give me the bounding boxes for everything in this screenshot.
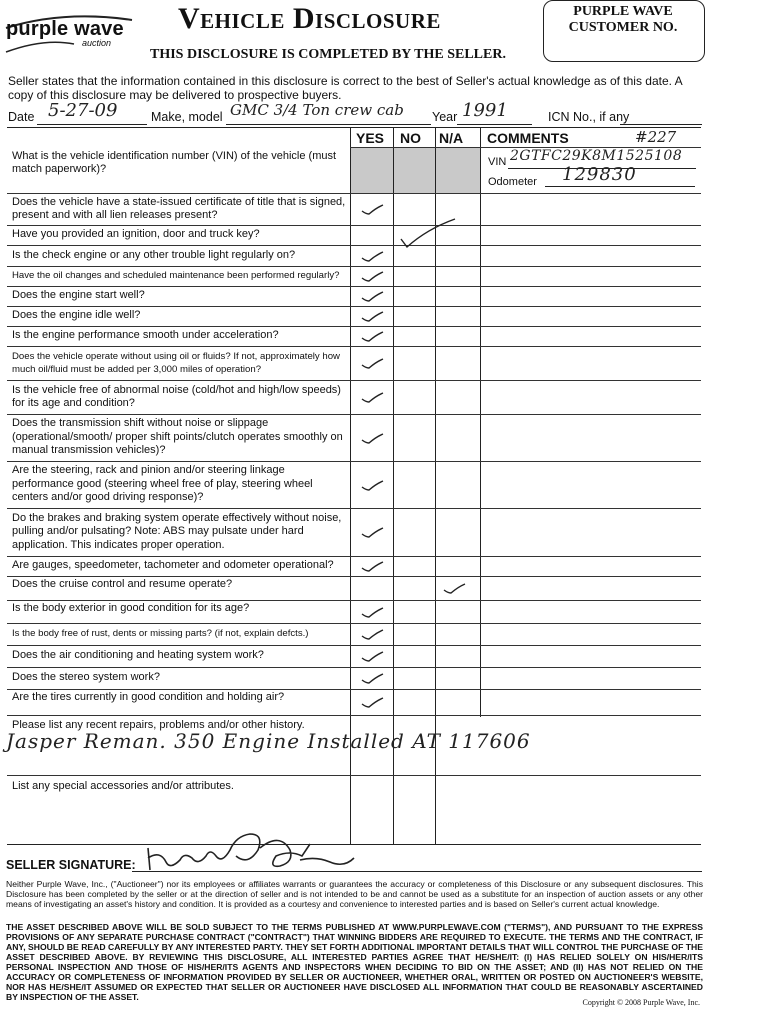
question-row bbox=[7, 286, 701, 307]
make-value[interactable]: GMC 3/4 Ton crew cab bbox=[230, 101, 404, 119]
question-text: Are the tires currently in good condition and holding air? bbox=[12, 691, 285, 703]
question-text: Does the engine idle well? bbox=[12, 309, 141, 322]
customer-box-line2: CUSTOMER NO. bbox=[568, 20, 678, 35]
question-row bbox=[7, 414, 701, 462]
logo-text: purple wave bbox=[6, 18, 124, 40]
answer-checkmark-icon[interactable] bbox=[360, 431, 384, 445]
answer-checkmark-icon[interactable] bbox=[360, 478, 384, 492]
question-text: Is the engine performance smooth under acceleration? bbox=[12, 329, 279, 342]
answer-checkmark-icon[interactable] bbox=[360, 356, 384, 370]
signature-label: SELLER SIGNATURE: bbox=[6, 858, 136, 872]
question-text: Does the vehicle operate without using oil or fluids? If not, approximately how much oil/fluid must be added per 3,000 miles of operation? bbox=[12, 350, 340, 375]
question-text: Are gauges, speedometer, tachometer and odometer operational? bbox=[12, 559, 334, 572]
question-text: Do the brakes and braking system operate effectively without noise, pulling and/or pulsating? Note: ABS may pulsate under hard application. This indicates proper operation. bbox=[12, 511, 342, 551]
question-text: Have the oil changes and scheduled maintenance been performed regularly? bbox=[12, 270, 340, 282]
answer-checkmark-icon[interactable] bbox=[360, 605, 384, 619]
question-text: Are the steering, rack and pinion and/or steering linkage performance good (steering wheel free of play, steering wheel centers and/or good driving response)? bbox=[12, 464, 313, 504]
date-label: Date bbox=[8, 110, 35, 124]
page-title: Vehicle Disclosure bbox=[178, 2, 441, 35]
icn-label: ICN No., if any bbox=[548, 110, 630, 124]
subtitle: THIS DISCLOSURE IS COMPLETED BY THE SELLER. bbox=[150, 47, 506, 62]
col-header-comments: COMMENTS bbox=[487, 130, 569, 146]
question-row bbox=[7, 225, 701, 246]
question-text: What is the vehicle identification number (VIN) of the vehicle (must match paperwork)? bbox=[12, 149, 337, 176]
date-value[interactable]: 5-27-09 bbox=[48, 100, 118, 121]
answer-checkmark-icon[interactable] bbox=[360, 289, 384, 303]
disclaimer-auctioneer: Neither Purple Wave, Inc., ("Auctioneer") nor its employees or affiliates warrants or guarantees the accuracy or completeness of this Disclosure or any subsequent disclosures. This Disclosure has been completed by the seller or at the direction of seller and is not intended to be and cannot be used as a substitute for an inspection of auction assets or any other means of investigating an asset's history and condition. It is provided as a courtesy and convenience to interested parties and is based on Seller's current actual knowledge. bbox=[6, 879, 703, 909]
question-row bbox=[7, 326, 701, 347]
question-row bbox=[7, 380, 701, 415]
make-label: Make, model bbox=[151, 110, 223, 124]
question-text: Does the engine start well? bbox=[12, 289, 145, 302]
question-text: Does the stereo system work? bbox=[12, 671, 160, 684]
answer-checkmark-icon[interactable] bbox=[360, 649, 384, 663]
answer-checkmark-icon[interactable] bbox=[360, 671, 384, 685]
answer-checkmark-icon[interactable] bbox=[360, 525, 384, 539]
question-row bbox=[7, 193, 701, 226]
answer-checkmark-icon[interactable] bbox=[360, 269, 384, 283]
repairs-label: Please list any recent repairs, problems and/or other history. bbox=[12, 719, 305, 731]
answer-checkmark-icon[interactable] bbox=[360, 390, 384, 404]
answer-checkmark-icon[interactable] bbox=[360, 202, 384, 216]
question-text: Is the body exterior in good condition for its age? bbox=[12, 602, 250, 614]
answer-checkmark-icon[interactable] bbox=[360, 627, 384, 641]
seller-statement: Seller states that the information contained in this disclosure is correct to the best of Seller's actual knowledge as of this date. A copy of this disclosure may be delivered to prospective buyers. bbox=[8, 74, 682, 102]
odometer-value[interactable]: 129830 bbox=[562, 164, 637, 185]
answer-checkmark-icon[interactable] bbox=[360, 249, 384, 263]
disclaimer-terms: THE ASSET DESCRIBED ABOVE WILL BE SOLD SUBJECT TO THE TERMS PUBLISHED AT WWW.PURPLEWAVE.COM ("TERMS"), AND PURSUANT TO THE EXPRESS PROVISIONS OF ANY SEPARATE PURCHASE CONTRACT ("CONTRACT") THAT WINNING BIDDERS ARE REQUIRED TO EXECUTE. THE TERMS AND THE CONTRACT, IF ANY, SHOULD BE READ CAREFULLY BY ANY INTERESTED PARTY. THEY SET FORTH ADDITIONAL IMPORTANT DETAILS THAT WILL CONTROL THE PURCHASE OF THE ASSET DESCRIBED ABOVE. BY REVIEWING THIS DISCLOSURE, ALL INTERESTED PARTIES AGREE THAT HE/SHE/IT: (I) HAS RELIED SOLELY ON HIS/HER/ITS PERSONAL INSPECTION AND THOSE OF HIS/HER/ITS AGENTS AND INSPECTORS WHEN DECIDING TO BID ON THE ASSET; AND (II) HAS NOT RELIED ON THE ACCURACY OR COMPLETENESS OF INFORMATION PROVIDED BY SELLER OR AUCTIONEER, WHETHER ORAL, WRITTEN OR POSTED ON AUCTIONEER'S WEBSITE, NOR HAS HE/SHE/IT ASSUMED OR EXPECTED THAT SELLER OR AUCTIONEER HAVE DISCLOSED ALL INFORMATION THAT COULD BE REASONABLY ASCERTAINED BY INSPECTION OF THE ASSET. bbox=[6, 922, 703, 1002]
comment-number[interactable]: #227 bbox=[635, 128, 677, 146]
question-text: Does the cruise control and resume operate? bbox=[12, 578, 233, 590]
question-row bbox=[7, 306, 701, 327]
logo-sub: auction bbox=[82, 38, 112, 48]
question-row bbox=[7, 266, 701, 287]
question-row bbox=[7, 508, 701, 557]
signature-drawing bbox=[140, 826, 360, 874]
question-text: Is the body free of rust, dents or missing parts? (if not, explain defcts.) bbox=[12, 628, 309, 640]
question-text: Does the air conditioning and heating system work? bbox=[12, 649, 264, 662]
repairs-value[interactable]: Jasper Reman. 350 Engine Installed AT 117606 bbox=[6, 729, 531, 753]
disclosure-table bbox=[7, 127, 701, 128]
question-row bbox=[7, 245, 701, 267]
question-row bbox=[7, 600, 701, 624]
question-row bbox=[7, 556, 701, 577]
accessories-label: List any special accessories and/or attributes. bbox=[12, 780, 234, 792]
customer-number-label bbox=[543, 4, 703, 36]
question-text: Is the check engine or any other trouble light regularly on? bbox=[12, 248, 296, 261]
question-row bbox=[7, 147, 701, 194]
year-value[interactable]: 1991 bbox=[462, 100, 508, 121]
col-header-na: N/A bbox=[439, 130, 464, 146]
col-header-yes: YES bbox=[356, 130, 385, 146]
repairs-row-bottom bbox=[7, 775, 701, 776]
question-row bbox=[7, 623, 701, 646]
vin-value[interactable]: 2GTFC29K8M1525108 bbox=[510, 148, 683, 164]
answer-checkmark-icon[interactable] bbox=[360, 309, 384, 323]
answer-checkmark-icon[interactable] bbox=[360, 329, 384, 343]
question-text: Does the vehicle have a state-issued certificate of title that is signed, present and with all lien releases present? bbox=[12, 195, 346, 221]
copyright: Copyright © 2008 Purple Wave, Inc. bbox=[582, 998, 700, 1007]
question-row bbox=[7, 645, 701, 668]
odometer-label: Odometer bbox=[488, 176, 537, 188]
question-row bbox=[7, 576, 701, 601]
icn-field-line bbox=[620, 110, 702, 125]
question-row bbox=[7, 346, 701, 381]
question-text: Does the transmission shift without noise or slippage (operational/smooth/ proper shift points/clutch operates smoothly on manual transmission vehicles)? bbox=[12, 417, 343, 457]
customer-box-line1: PURPLE WAVE bbox=[573, 4, 673, 19]
year-label: Year bbox=[432, 110, 458, 124]
question-row bbox=[7, 461, 701, 509]
question-row bbox=[7, 667, 701, 690]
answer-checkmark-icon[interactable] bbox=[360, 695, 384, 709]
answer-checkmark-icon[interactable] bbox=[360, 559, 384, 573]
answer-checkmark-icon[interactable] bbox=[442, 581, 466, 595]
col-header-no: NO bbox=[400, 130, 421, 146]
question-text: Is the vehicle free of abnormal noise (cold/hot and high/low speeds) for its age and condition? bbox=[12, 383, 341, 409]
vin-label: VIN bbox=[488, 156, 507, 168]
question-text: Have you provided an ignition, door and truck key? bbox=[12, 228, 260, 241]
answer-checkmark-icon[interactable] bbox=[397, 217, 457, 253]
question-row bbox=[7, 689, 701, 716]
